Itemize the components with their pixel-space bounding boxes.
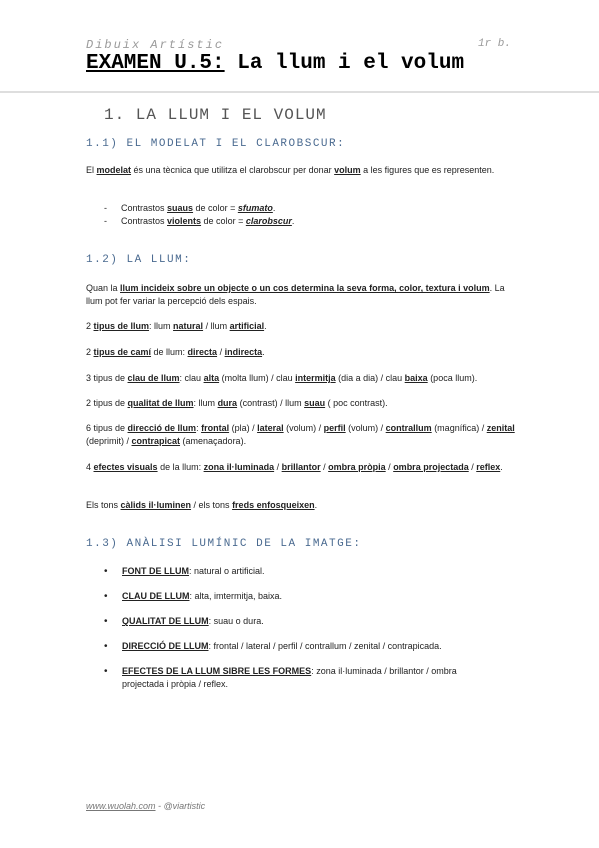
subsection-heading-1-1: 1.1) EL MODELAT I EL CLAROBSCUR: [86,138,346,150]
footer-link[interactable]: www.wuolah.com [86,801,156,811]
paragraph-cami: 2 tipus de camí de llum: directa / indirecta. [86,347,265,357]
footer: www.wuolah.com - @viartistic [86,801,206,811]
list-item: • EFECTES DE LA LLUM SIBRE LES FORMES: zona il·luminada / brillantor / ombra projectada i pròpia / reflex. [104,666,457,689]
section-heading: 1. LA LLUM I EL VOLUM [104,106,327,124]
list-item: - Contrastos violents de color = clarobscur. [104,216,295,226]
exam-topic: La llum i el volum [237,52,465,75]
subsection-heading-1-2: 1.2) LA LLUM: [86,254,192,266]
paragraph-qualitat: 2 tipus de qualitat de llum: llum dura (contrast) / llum suau ( poc contrast). [86,398,388,408]
header-divider [0,91,599,93]
paragraph-tons: Els tons càlids il·luminen / els tons freds enfosqueixen. [86,500,318,510]
course-name: Dibuix Artístic [86,38,225,52]
list-item: • FONT DE LLUM: natural o artificial. [104,566,265,577]
paragraph-llum: Quan la llum incideix sobre un objecte o un cos determina la seva forma, color, textura i volum. La llum pot fer variar la percepció dels espais. [86,283,505,306]
list-item: • CLAU DE LLUM: alta, imtermitja, baixa. [104,591,283,602]
footer-handle: @viartistic [163,801,206,811]
analysis-list [104,565,504,703]
exam-label: EXAMEN U.5: [86,52,225,75]
list-item: • QUALITAT DE LLUM: suau o dura. [104,616,264,627]
paragraph-modelat: El modelat és una tècnica que utilitza el clarobscur per donar volum a les figures que es representen. [86,165,495,175]
page-title [86,52,464,75]
list-item: - Contrastos suaus de color = sfumato. [104,203,276,213]
paragraph-efectes: 4 efectes visuals de la llum: zona il·luminada / brillantor / ombra pròpia / ombra projectada / reflex. [86,462,503,472]
paragraph-direccio: 6 tipus de direcció de llum: frontal (pla) / lateral (volum) / perfil (volum) / contrallum (magnífica) / zenital (deprimit) / contrapicat (amenaçadora). [86,423,515,446]
list-item: • DIRECCIÓ DE LLUM: frontal / lateral / perfil / contrallum / zenital / contrapicada. [104,641,442,652]
paragraph-tipus-llum: 2 tipus de llum: llum natural / llum artificial. [86,321,267,331]
subsection-heading-1-3: 1.3) ANÀLISI LUMÍNIC DE LA IMATGE: [86,538,362,550]
course-level: 1r b. [477,38,511,50]
paragraph-clau: 3 tipus de clau de llum: clau alta (molta llum) / clau intermitja (dia a dia) / clau baixa (poca llum). [86,373,478,383]
contrast-list [104,202,294,228]
